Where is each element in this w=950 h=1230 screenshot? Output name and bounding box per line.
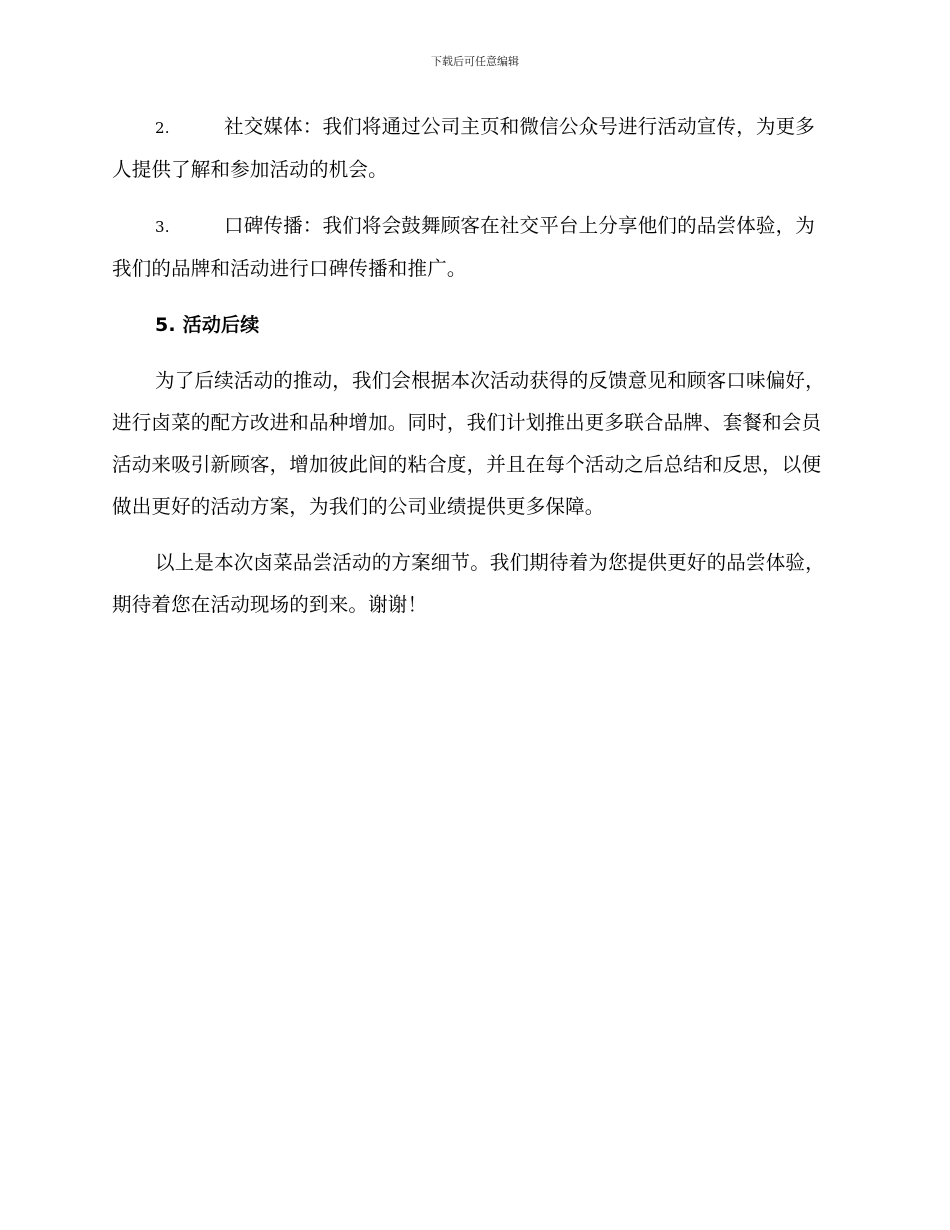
- list-item-3: [112, 205, 834, 290]
- section-heading: 5. 活动后续: [155, 314, 260, 336]
- closing-paragraph: 以上是本次卤菜品尝活动的方案细节。我们期待着为您提供更好的品尝体验，期待着您在活动现场的到来。谢谢！: [112, 551, 825, 616]
- list-item-text: 社交媒体：我们将通过公司主页和微信公众号进行活动宣传，为更多人提供了解和参加活动的机会。: [112, 115, 816, 181]
- document-body: [112, 106, 834, 626]
- page-header: 下载后可任意编辑: [431, 55, 519, 68]
- section-paragraph: 为了后续活动的推动，我们会根据本次活动获得的反馈意见和顾客口味偏好，进行卤菜的配方改进和品种增加。同时，我们计划推出更多联合品牌、套餐和会员活动来吸引新顾客，增加彼此间的粘合度，并且在每个活动之后总结和反思，以便做出更好的活动方案，为我们的公司业绩提供更多保障。: [112, 369, 825, 518]
- list-item-text: 口碑传播：我们将会鼓舞顾客在社交平台上分享他们的品尝体验，为我们的品牌和活动进行口碑传播和推广。: [112, 214, 816, 280]
- list-item-number: 3.: [155, 218, 170, 236]
- list-item-2: [112, 106, 834, 191]
- list-item-number: 2.: [155, 119, 170, 137]
